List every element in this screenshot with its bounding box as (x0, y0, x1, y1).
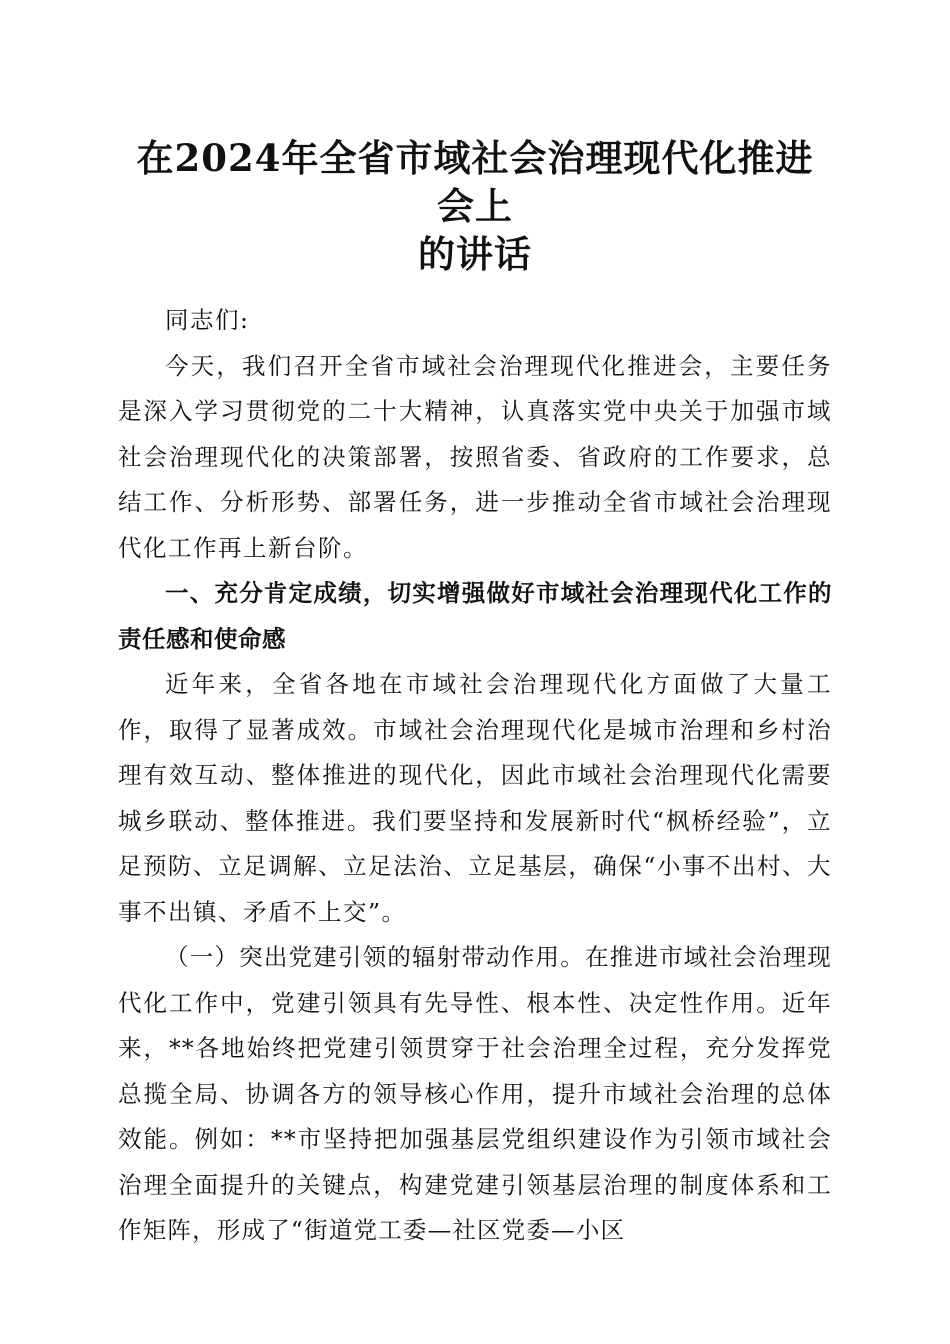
paragraph-subsection-1: （一）突出党建引领的辐射带动作用。在推进市域社会治理现代化工作中，党建引领具有先导性、根本性、决定性作用。近年来，**各地始终把党建引领贯穿于社会治理全过程，充分发挥党总揽全局、协调各方的领导核心作用，提升市域社会治理的总体效能。例如：**市坚持把加强基层党组织建设作为引领市域社会治理全面提升的关键点，构建党建引领基层治理的制度体系和工作矩阵，形成了“街道党工委—社区党委—小区 (118, 943, 832, 1244)
title-line-2: 的讲话 (418, 232, 532, 276)
salutation: 同志们: (165, 306, 250, 334)
title-line-1: 在2024年全省市域社会治理现代化推进会上 (136, 136, 814, 228)
document-title (118, 134, 832, 278)
section-heading-1: 一、充分肯定成绩，切实增强做好市域社会治理现代化工作的责任感和使命感 (118, 579, 832, 653)
paragraph-achievements: 近年来，全省各地在市域社会治理现代化方面做了大量工作，取得了显著成效。市域社会治理现代化是城市治理和乡村治理有效互动、整体推进的现代化，因此市域社会治理现代化需要城乡联动、整体推进。我们要坚持和发展新时代“枫桥经验”，立足预防、立足调解、立足法治、立足基层，确保“小事不出村、大事不出镇、矛盾不上交”。 (118, 670, 832, 926)
document-body (118, 298, 832, 1254)
paragraph-intro: 今天，我们召开全省市域社会治理现代化推进会，主要任务是深入学习贯彻党的二十大精神，认真落实党中央关于加强市域社会治理现代化的决策部署，按照省委、省政府的工作要求，总结工作、分析形势、部署任务，进一步推动全省市域社会治理现代化工作再上新台阶。 (118, 351, 832, 562)
